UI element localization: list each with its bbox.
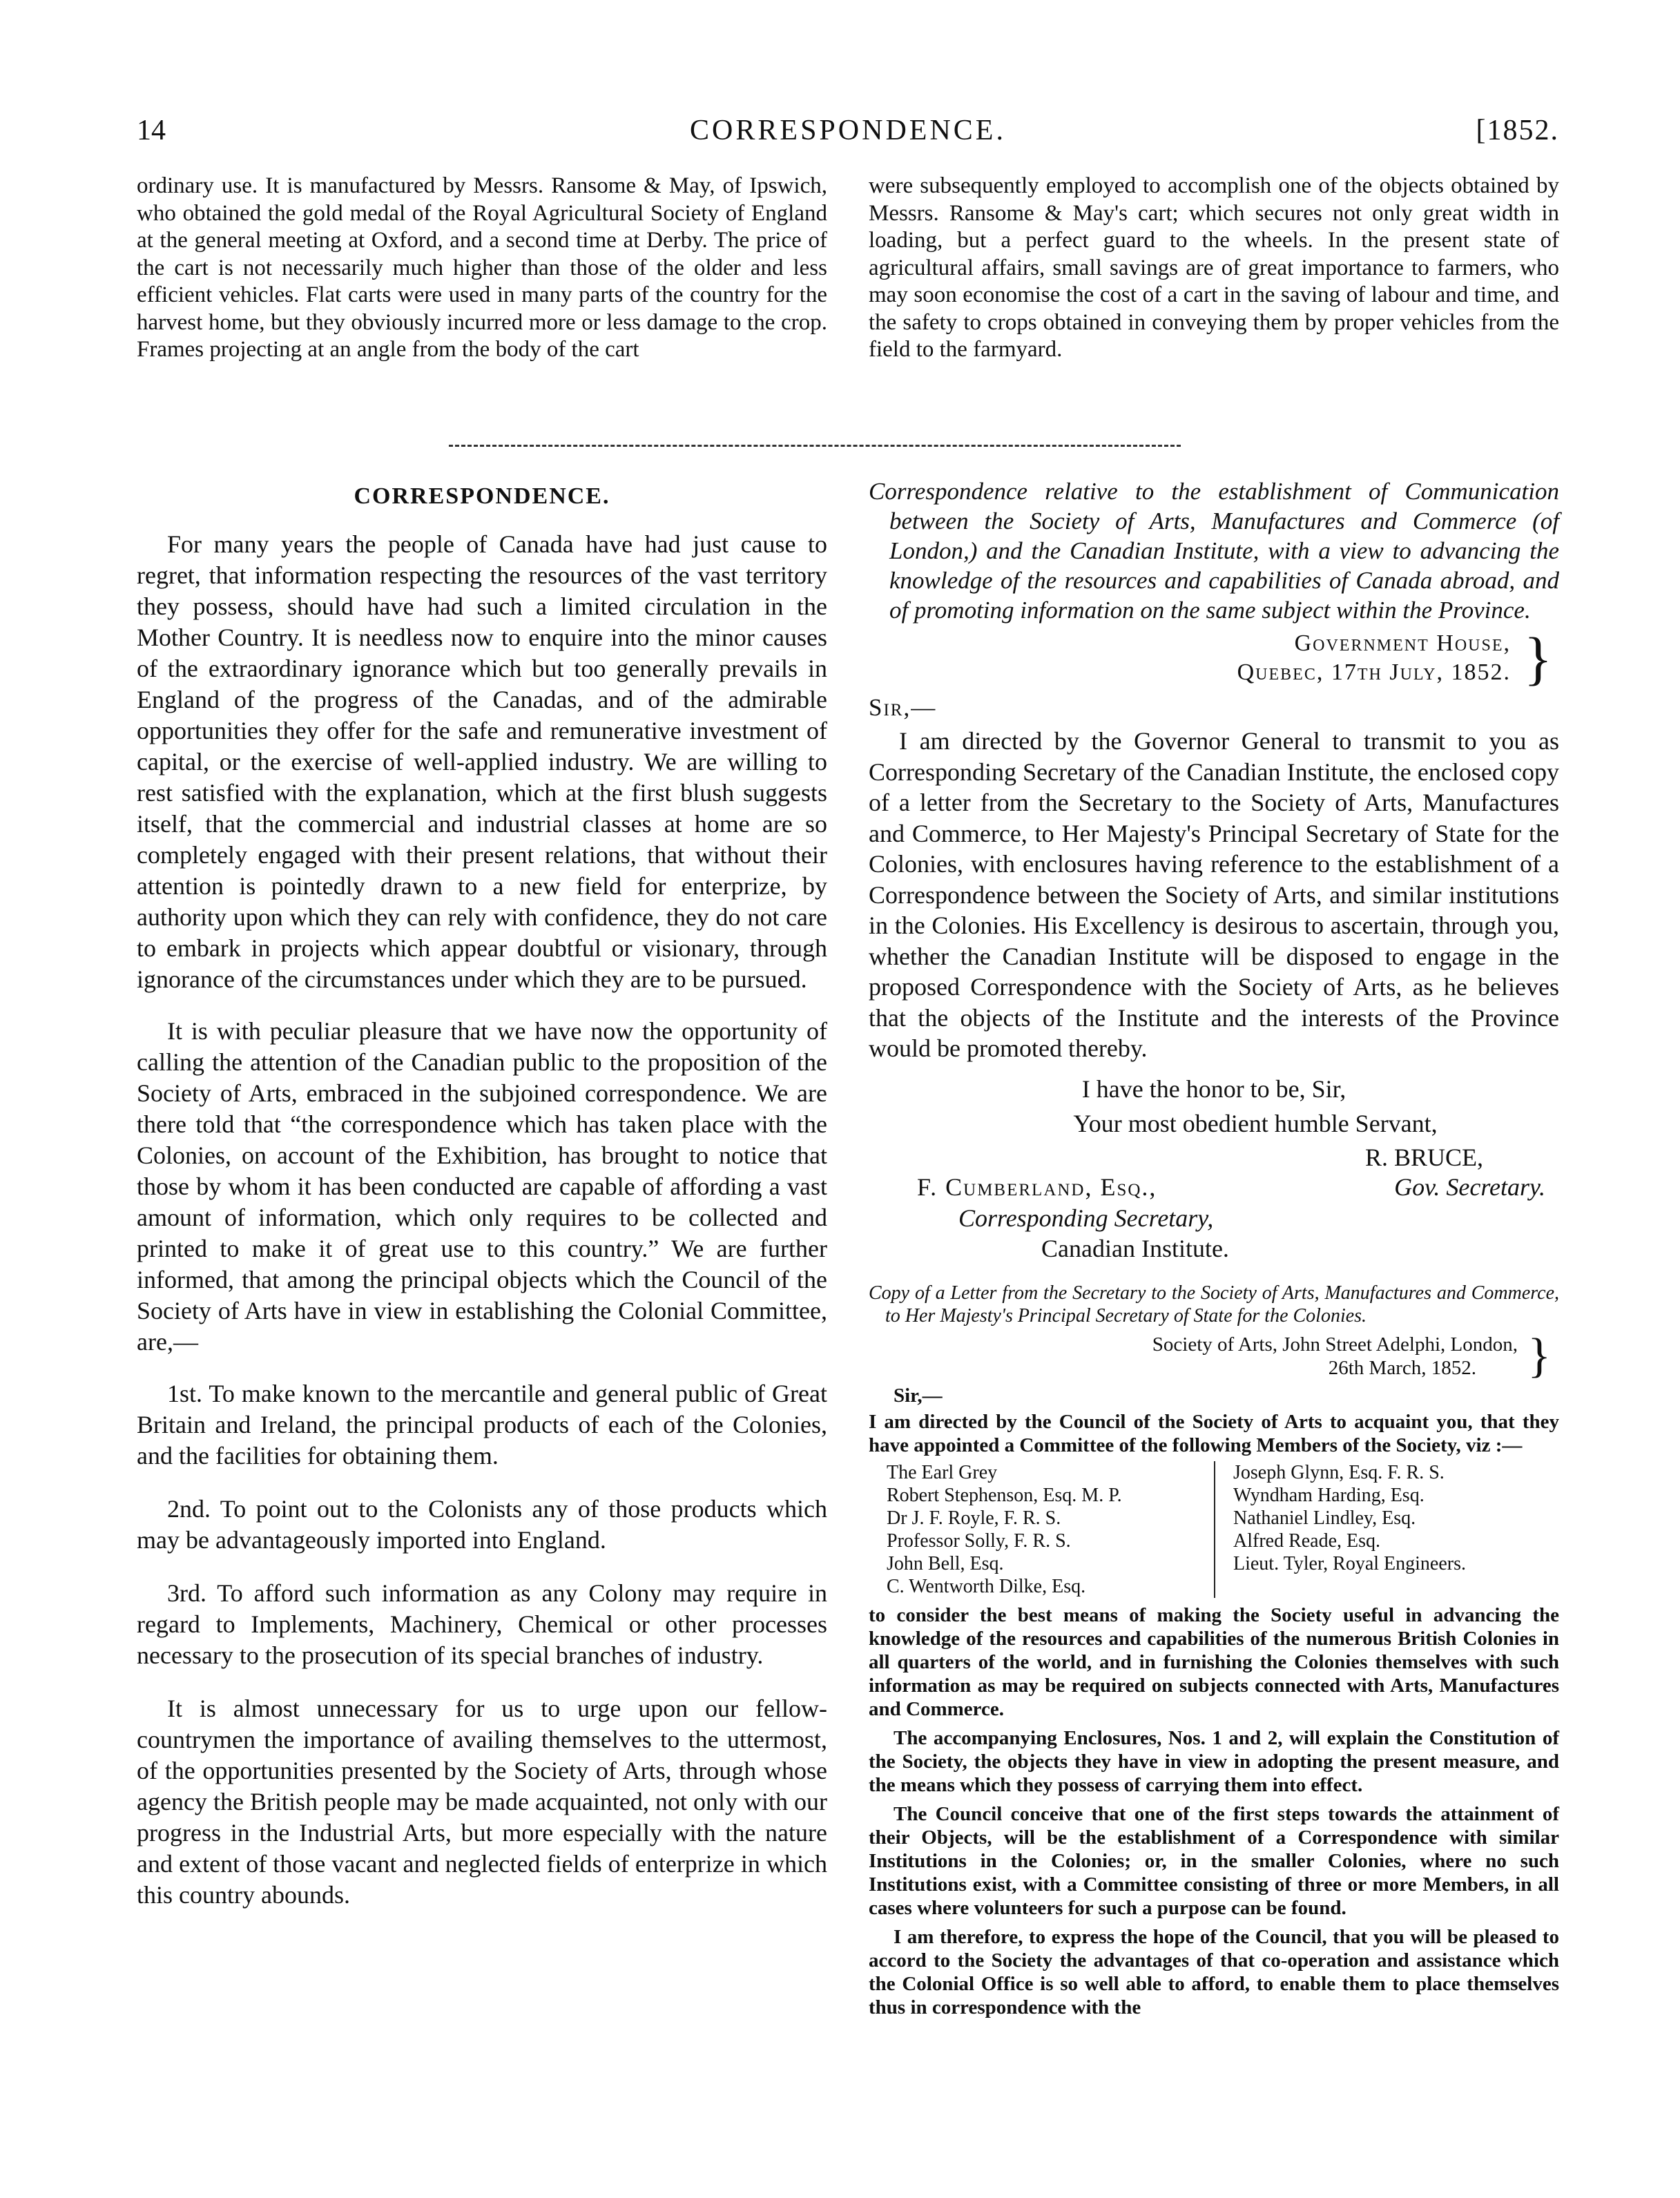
member-name: Dr J. F. Royle, F. R. S.	[887, 1507, 1061, 1529]
closing-line-1: I have the honor to be, Sir,	[1081, 1074, 1346, 1103]
running-header	[137, 114, 1559, 155]
editorial-column	[137, 476, 827, 1931]
correspondence-section	[137, 476, 1559, 2106]
letters-column	[869, 476, 1559, 2025]
copy-salutation: Sir,—	[894, 1385, 943, 1407]
members-right-list	[1214, 1461, 1559, 1598]
member-name: The Earl Grey	[887, 1462, 998, 1483]
member-name: Lieut. Tyler, Royal Engineers.	[1233, 1553, 1466, 1574]
brace-mark: }	[1527, 1329, 1551, 1382]
copy-of-letter	[869, 1282, 1559, 2019]
member-name: Nathaniel Lindley, Esq.	[1233, 1507, 1416, 1529]
copy-paragraph-4: The Council conceive that one of the first steps towards the attainment of their Objects, will be the establishment of a Correspondence with similar Institutions in the Colonies; or, in the smaller Colonies, where no such Institutions exist, with a Committee consisting of three or more Members, in all cases where volunteers for such a purpose can be found.	[869, 1803, 1559, 1919]
member-name: Wyndham Harding, Esq.	[1233, 1485, 1425, 1506]
copy-paragraph-1: I am directed by the Council of the Society of Arts to acquaint you, that they have appointed a Committee of the following Members of the Society, viz :—	[869, 1411, 1559, 1456]
section-divider	[449, 445, 1181, 447]
section-heading: CORRESPONDENCE.	[354, 483, 610, 509]
addressee-row	[869, 1173, 1559, 1203]
member-name: Alfred Reade, Esq.	[1233, 1530, 1381, 1552]
signature: R. BRUCE,	[1364, 1143, 1483, 1171]
committee-members	[869, 1461, 1559, 1598]
letter-body: I am directed by the Governor General to transmit to you as Corresponding Secretary of the Canadian Institute, the enclosed copy of a letter from the Secretary to the Society of Arts, Manufactures and Commerce, to Her Majesty's Principal Secretary of State for the Colonies, with enclosures having reference to the establishment of a Correspondence between the Society of Arts, and similar institutions in the Colonies. His Excellency is desirous to ascertain, through you, whether the Canadian Institute will be disposed to engage in the proposed Correspondence with the Society of Arts, as he believes that the objects of the Institute and the interests of the Province would be promoted thereby.	[869, 727, 1559, 1062]
salutation: Sir,—	[869, 694, 937, 721]
dateline	[869, 625, 1559, 691]
continued-right-text: were subsequently employed to accomplish one of the objects obtained by Messrs. Ransome & May's cart; which secures not only great width in loading, but a perfect guard to the wheels. In the present state of agricultural affairs, small savings are of great importance to farmers, who may soon economise the cost of a cart in the saving of labour and time, and the safety to crops obtained in conveying them by proper vehicles from the field to the farmyard.	[869, 173, 1559, 362]
copy-dateline-place: Society of Arts, John Street Adelphi, London,	[1152, 1333, 1518, 1356]
copy-paragraph-3: The accompanying Enclosures, Nos. 1 and 2, will explain the Constitution of the Society, the objects they have in view in adopting the present measure, and the means which they possess of carrying them into effect.	[869, 1727, 1559, 1796]
addressee-institution: Canadian Institute.	[1041, 1235, 1229, 1262]
closing-line-2: Your most obedient humble Servant,	[1073, 1110, 1438, 1137]
editorial-paragraph-2: It is with peculiar pleasure that we have now the opportunity of calling the attention of the Canadian public to the proposition of the Society of Arts, embraced in the subjoined correspondence. We are there told that “the correspondence which has taken place with the Colonies, on account of the Exhibition, has brought to notice that those by whom it has been conducted are capable of affording a vast amount of information, which only requires to be collected and printed to make it of great use to this country.” We are further informed, that among the principal objects which the Council of the Society of Arts have in view in establishing the Colonial Committee, are,—	[137, 1017, 827, 1356]
signer-title: Gov. Secretary.	[1394, 1173, 1545, 1201]
running-title: CORRESPONDENCE.	[690, 115, 1006, 146]
editorial-paragraph-closing: It is almost unnecessary for us to urge upon our fellow-countrymen the importance of availing themselves to the uttermost, of the opportunities presented by the Society of Arts, through whose agency the British people may be made acquainted, not only with our progress in the Industrial Arts, but more especially with the nature and extent of those vacant and neglected fields of enterprize in which this country abounds.	[137, 1695, 827, 1909]
page-number: 14	[137, 115, 166, 146]
member-name: C. Wentworth Dilke, Esq.	[887, 1576, 1086, 1597]
objective-3: 3rd. To afford such information as any Colony may require in regard to Implements, Machinery, Chemical or other processes necessary to the prosecution of its special branches of industry.	[137, 1579, 827, 1669]
copy-dateline	[869, 1329, 1559, 1382]
addressee-title: Corresponding Secretary,	[958, 1204, 1214, 1232]
copy-paragraph-2: to consider the best means of making the Society useful in advancing the knowledge of the resources and capabilities of the numerous British Colonies in all quarters of the world, and in furnishing the Colonies themselves with such information as may be required on subjects connected with Arts, Manufactures and Commerce.	[869, 1604, 1559, 1720]
objective-1: 1st. To make known to the mercantile and general public of Great Britain and Ireland, the principal products of each of the Colonies, and the facilities for obtaining them.	[137, 1380, 827, 1469]
dateline-date: Quebec, 17th July, 1852.	[1237, 659, 1511, 685]
member-name: John Bell, Esq.	[887, 1553, 1004, 1574]
copy-dateline-date: 26th March, 1852.	[1328, 1357, 1476, 1379]
copy-paragraph-5: I am therefore, to express the hope of the Council, that you will be pleased to accord to the Society the advantages of that co-operation and assistance which the Colonial Office is so well able to afford, to enable them to place themselves thus in correspondence with the	[869, 1926, 1559, 2018]
continued-left-column	[137, 173, 827, 364]
addressee-name: F. Cumberland, Esq.,	[917, 1173, 1157, 1201]
members-left-list	[869, 1461, 1214, 1598]
member-name: Joseph Glynn, Esq. F. R. S.	[1233, 1462, 1445, 1483]
objective-2: 2nd. To point out to the Colonists any of those products which may be advantageously imported into England.	[137, 1495, 827, 1554]
editorial-paragraph-1: For many years the people of Canada have had just cause to regret, that information respecting the resources of the vast territory they possess, should have had such a limited circulation in the Mother Country. It is needless now to enquire into the minor causes of the extraordinary ignorance which but too generally prevails in England of the progress of the Canadas, and of the admirable opportunities they offer for the safe and remunerative investment of capital, or the exercise of well-applied industry. We are willing to rest satisfied with the explanation, which at the first blush suggests itself, that the commercial and industrial classes at home are so completely engaged with their present relations, that without their attention is pointedly drawn to a new field for enterprize, by authority upon which they can rely with confidence, they do not care to embark in projects which appear doubtful or visionary, through ignorance of the circumstances under which they are to be pursued.	[137, 530, 827, 993]
dateline-place: Government House,	[1294, 630, 1511, 656]
member-name: Professor Solly, F. R. S.	[887, 1530, 1071, 1552]
copy-title: Copy of a Letter from the Secretary to the Society of Arts, Manufactures and Commerce, to Her Majesty's Principal Secretary of State for the Colonies.	[869, 1282, 1559, 1327]
continued-right-column	[869, 173, 1559, 364]
member-name: Robert Stephenson, Esq. M. P.	[887, 1485, 1122, 1506]
correspondence-intro: Correspondence relative to the establishment of Communication between the Society of Arts, Manufactures and Commerce (of London,) and the Canadian Institute, with a view to advancing the knowledge of the resources and capabilities of Canada abroad, and of promoting information on the same subject within the Province.	[869, 478, 1559, 624]
running-year: [1852.	[1476, 115, 1559, 146]
continued-article	[137, 173, 1559, 421]
continued-left-text: ordinary use. It is manufactured by Messrs. Ransome & May, of Ipswich, who obtained the gold medal of the Royal Agricultural Society of England at the general meeting at Oxford, and a second time at Derby. The price of the cart is not necessarily much higher than those of the older and less efficient vehicles. Flat carts were used in many parts of the country for the harvest home, but they obviously incurred more or less damage to the crop. Frames projecting at an angle from the body of the cart	[137, 173, 827, 362]
brace-mark: }	[1523, 625, 1552, 691]
